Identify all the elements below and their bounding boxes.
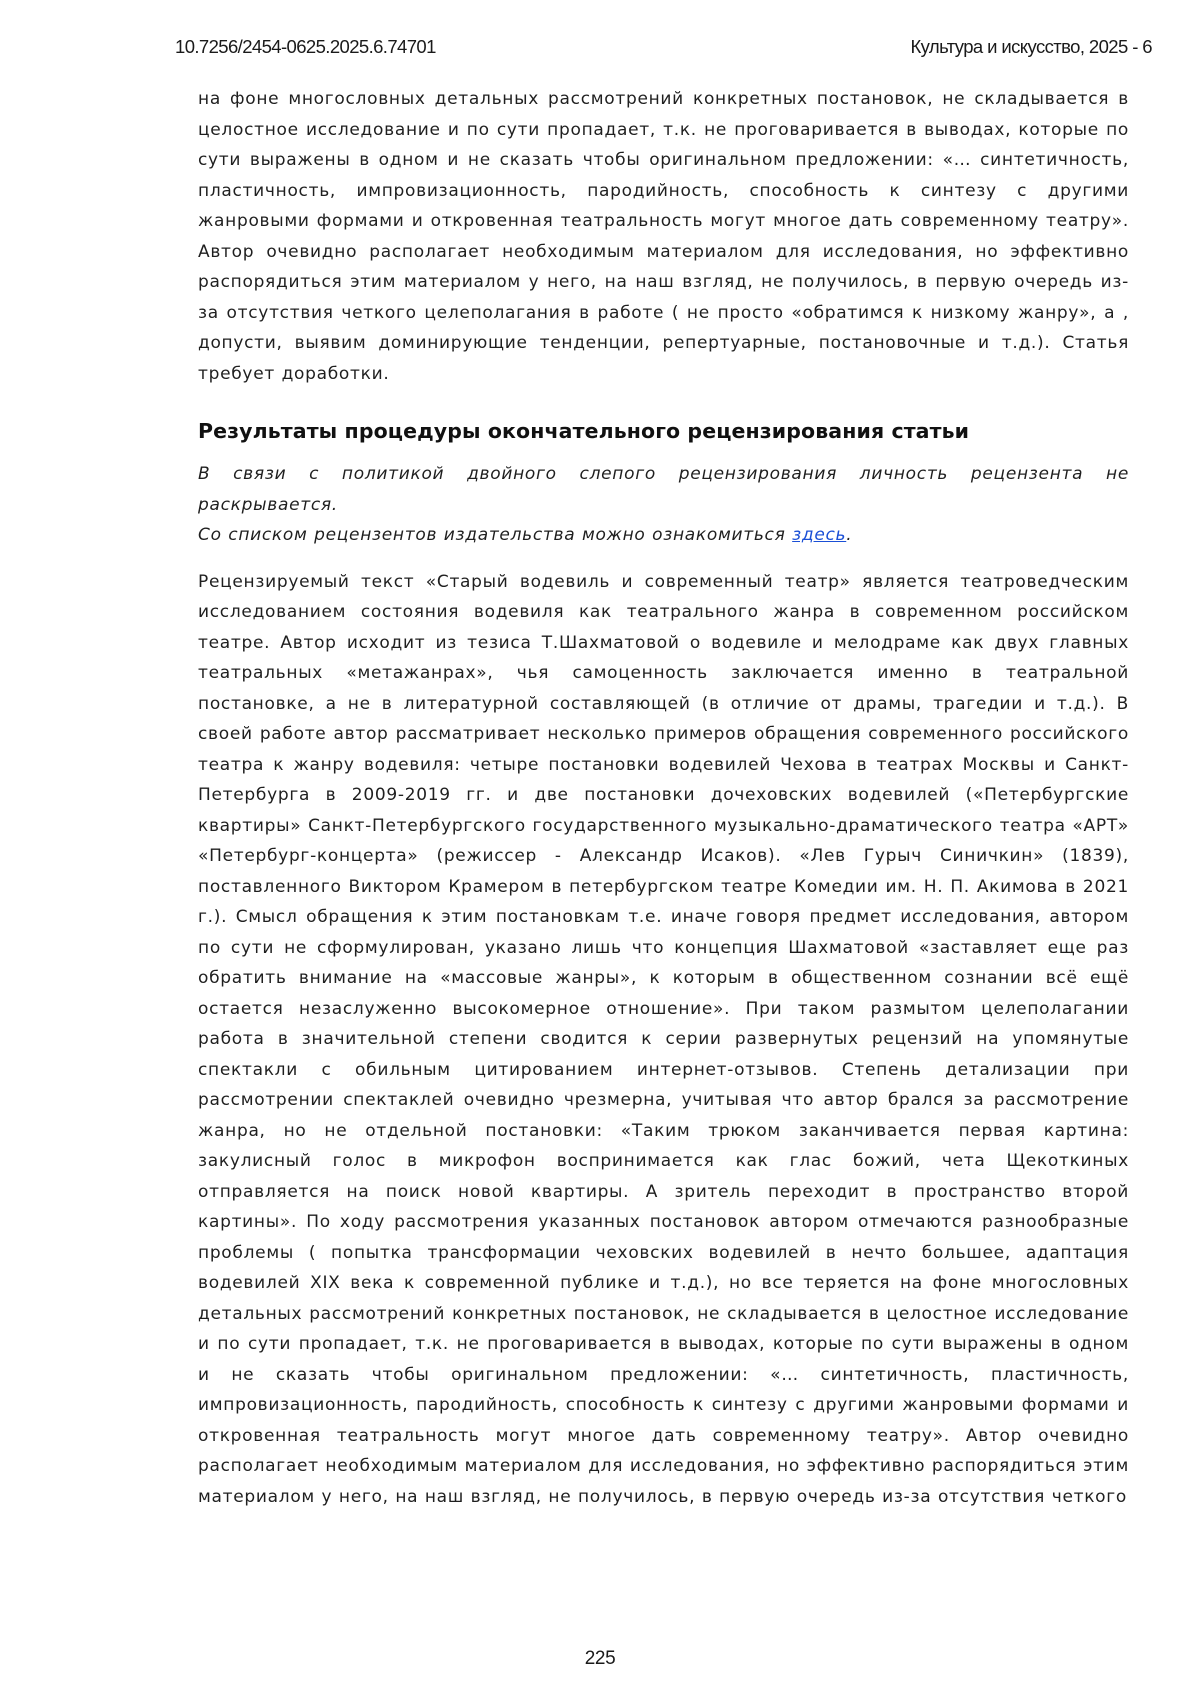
reviewer-anonymity-note	[198, 459, 1129, 551]
doi-label: 10.7256/2454-0625.2025.6.74701	[175, 36, 436, 57]
journal-issue-label: Культура и искусство, 2025 - 6	[910, 36, 1152, 57]
reviewer-list-note-end: .	[846, 525, 853, 545]
anonymity-note-line: В связи с политикой двойного слепого рецензирования личность рецензента не раскрывается.	[198, 464, 1129, 515]
page-content	[198, 84, 1129, 1512]
page-number: 225	[584, 1648, 616, 1669]
reviewer-list-note-text: Со списком рецензентов издательства можно ознакомиться	[198, 525, 793, 545]
reviewer-list-note-line	[198, 520, 1129, 551]
section-heading: Результаты процедуры окончательного рецензирования статьи	[198, 419, 970, 443]
review-text-paragraph: Рецензируемый текст «Старый водевиль и современный театр» является театроведческим исследованием состояния водевиля как театрального жанра в современном российском театре. Автор исходит из тезиса Т.Шахматовой о водевиле и мелодраме как двух главных театральных «метажанрах», чья самоценность заключается именно в театральной постановке, а не в литературной составляющей (в отличие от драмы, трагедии и т.д.). В своей работе автор рассматривает несколько примеров обращения современного российского театра к жанру водевиля: четыре постановки водевилей Чехова в театрах Москвы и Санкт-Петербурга в 2009-2019 гг. и две постановки дочеховских водевилей («Петербургские квартиры» Санкт-Петербургского государственного музыкально-драматического театра «АРТ» «Петербург-концерта» (режиссер - Александр Исаков). «Лев Гурыч Синичкин» (1839), поставленного Виктором Крамером в петербургском театре Комедии им. Н. П. Акимова в 2021 г.). Смысл обращения к этим постановкам т.е. иначе говоря предмет исследования, автором по сути не сформулирован, указано лишь что концепция Шахматовой «заставляет еще раз обратить внимание на «массовые жанры», к которым в общественном сознании всё ещё остается незаслуженно высокомерное отношение». При таком размытом целеполагании работа в значительной степени сводится к серии развернутых рецензий на упомянутые спектакли с обильным цитированием интернет-отзывов. Степень детализации при рассмотрении спектаклей очевидно чрезмерна, учитывая что автор брался за рассмотрение жанра, но не отдельной постановки: «Таким трюком заканчивается первая картина: закулисный голос в микрофон воспринимается как глас божий, чета Щекоткиных отправляется на поиск новой квартиры. А зритель переходит в пространство второй картины». По ходу рассмотрения указанных постановок автором отмечаются разнообразные проблемы ( попытка трансформации чеховских водевилей в нечто большее, адаптация водевилей XIX века к современной публике и т.д.), но все теряется на фоне многословных детальных рассмотрений конкретных постановок, не складывается в целостное исследование и по сути пропадает, т.к. не проговаривается в выводах, которые по сути выражены в одном и не сказать чтобы оригинальном предложении: «… синтетичность, пластичность, импровизационность, пародийность, способность к синтезу с другими жанровыми формами и откровенная театральность могут многое дать современному театру». Автор очевидно располагает необходимым материалом для исследования, но эффективно распорядиться этим материалом у него, на наш взгляд, не получилось, в первую очередь из-за отсутствия четкого	[198, 571, 1129, 1507]
reviewers-list-link[interactable]: здесь	[792, 525, 847, 545]
continuation-paragraph: на фоне многословных детальных рассмотрений конкретных постановок, не складывается в целостное исследование и по сути пропадает, т.к. не проговаривается в выводах, которые по сути выражены в одном и не сказать чтобы оригинальном предложении: «… синтетичность, пластичность, импровизационность, пародийность, способность к синтезу с другими жанровыми формами и откровенная театральность могут многое дать современному театру». Автор очевидно располагает необходимым материалом для исследования, но эффективно распорядиться этим материалом у него, на наш взгляд, не получилось, в первую очередь из-за отсутствия четкого целеполагания в работе ( не просто «обратимся к низкому жанру», а , допусти, выявим доминирующие тенденции, репертуарные, постановочные и т.д.). Статья требует доработки.	[198, 89, 1129, 384]
running-header	[175, 36, 1152, 60]
